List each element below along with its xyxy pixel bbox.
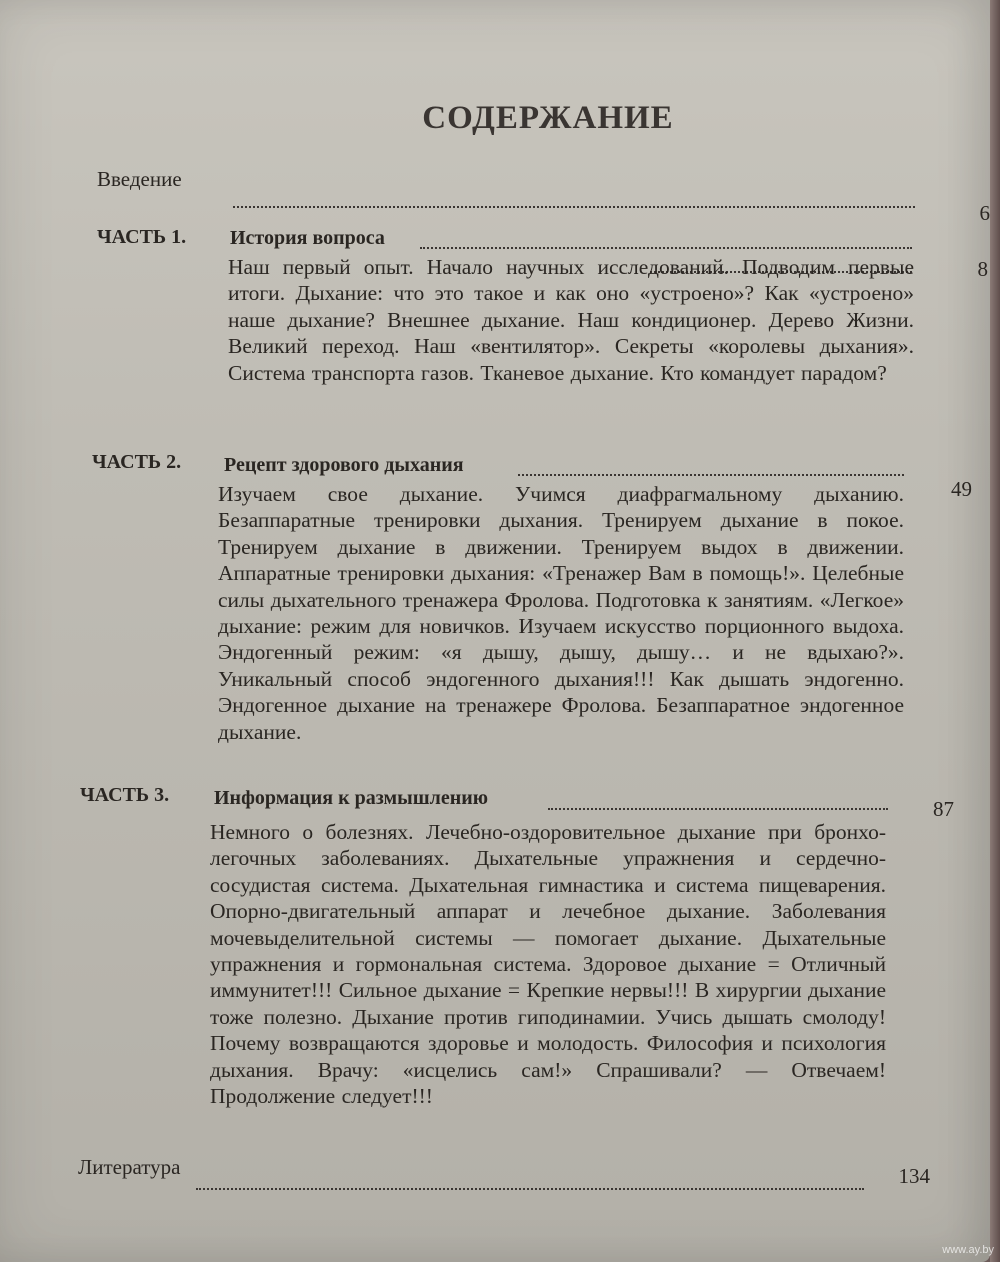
watermark: www.ay.by (942, 1244, 994, 1256)
part-1-label: ЧАСТЬ 1. (97, 226, 187, 248)
dot-leader (420, 239, 912, 249)
part-2-page-number: 49 (951, 477, 972, 501)
literature-page-number: 134 (898, 1164, 930, 1188)
page-title: СОДЕРЖАНИЕ (422, 100, 674, 136)
part-1-page-number: 8 (977, 257, 988, 281)
intro-page-number: 6 (979, 201, 990, 225)
part-2-label: ЧАСТЬ 2. (92, 451, 182, 473)
intro-label: Введение (97, 167, 182, 191)
dot-leader (196, 1180, 864, 1190)
part-3-label: ЧАСТЬ 3. (80, 784, 170, 806)
part-3-page-number: 87 (933, 797, 954, 821)
dot-leader (518, 466, 904, 476)
dot-leader (233, 198, 915, 208)
part-2-name: Рецепт здорового дыхания (224, 454, 464, 476)
dot-leader (548, 800, 888, 810)
part-3-description: Немного о болезнях. Лечебно-оздоровительное дыхание при бронхо-легочных заболеваниях. Дыхательные упражнения и сердечно-сосудистая система. Дыхательная гимнастика и система пищеварения. Опорно-двигательный аппарат и лечебное дыхание. Заболевания мочевыделительной системы — помогает дыхание. Дыхательные упражнения и гормональная система. Здоровое дыхание = Отличный иммунитет!!! Сильное дыхание = Крепкие нервы!!! В хирургии дыхание тоже полезно. Дыхание против гиподинамии. Учись дышать смолоду! Почему возвращаются здоровье и молодость. Философия и психология дыхания. Врачу: «исцелись сам!» Спрашивали? — Отвечаем! Продолжение следует!!! (210, 820, 886, 1109)
page-edge (990, 0, 1000, 1262)
literature-label: Литература (78, 1155, 181, 1179)
part-3-name: Информация к размышлению (214, 787, 489, 809)
part-2-description: Изучаем свое дыхание. Учимся диафрагмальному дыханию. Безаппаратные тренировки дыхания. Тренируем дыхание в покое. Тренируем дыхание в движении. Тренируем выдох в движении. Аппаратные тренировки дыхания: «Тренажер Вам в помощь!». Целебные силы дыхательного тренажера Фролова. Подготовка к занятиям. «Легкое» дыхание: режим для новичков. Изучаем искусство порционного выдоха. Эндогенный режим: «я дышу, дышу, дышу… и не вдыхаю?». Уникальный способ эндогенного дыхания!!! Как дышать эндогенно. Эндогенное дыхание на тренажере Фролова. Безаппаратное эндогенное дыхание. (218, 482, 904, 744)
part-1-description: Наш первый опыт. Начало научных исследований. Подводим первые итоги. Дыхание: что это такое и как оно «устроено»? Как «устроено» наше дыхание? Внешнее дыхание. Наш кондиционер. Дерево Жизни. Великий переход. Наш «вентилятор». Секреты «королевы дыхания». Система транспорта газов. Тканевое дыхание. Кто командует парадом? (228, 255, 914, 385)
part-1-name: История вопроса (230, 227, 385, 249)
